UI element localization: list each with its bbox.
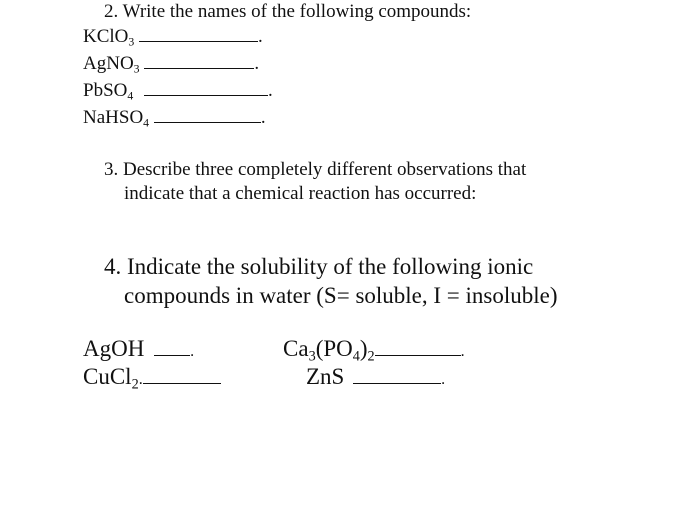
compound-agoh: AgOH — [83, 336, 145, 361]
compound-cucl2: CuCl$_2$. — [83, 364, 143, 393]
answer-blank-kclo3[interactable] — [139, 41, 258, 42]
compound-ca3po42-row: $Ca_3(PO_4)_2$ . — [283, 336, 465, 365]
answer-blank-nahso4[interactable] — [154, 122, 261, 123]
compound-pbso4: PbSO$_4$ — [83, 80, 134, 103]
compound-kclo3-row: KClO$_3$ . — [83, 26, 263, 49]
question-2-title: 2. Write the names of the following compounds: — [104, 1, 472, 22]
compound-nahso4-row: NaHSO$_4$ . — [83, 107, 266, 130]
question-3-line-1: 3. Describe three completely different observations that — [104, 159, 527, 180]
compound-nahso4: NaHSO$_4$ — [83, 107, 150, 130]
question-4-line-2: compounds in water (S= soluble, I = insoluble) — [124, 283, 558, 308]
compound-zns: ZnS — [306, 364, 345, 389]
answer-blank-agno3[interactable] — [144, 68, 254, 69]
compound-pbso4-row: PbSO$_4$ . — [83, 80, 273, 103]
answer-blank-zns[interactable] — [353, 383, 441, 384]
question-3-line-2: indicate that a chemical reaction has occurred: — [124, 183, 477, 204]
answer-blank-cucl2[interactable] — [143, 383, 221, 384]
answer-blank-agoh[interactable] — [154, 355, 190, 356]
compound-agno3-row: AgNO$_3$ . — [83, 53, 260, 76]
question-4-line-1: 4. Indicate the solubility of the following ionic — [104, 254, 534, 279]
compound-agno3: AgNO$_3$ — [83, 53, 140, 76]
compound-zns-row: ZnS . — [306, 364, 446, 389]
compound-kclo3: KClO$_3$ — [83, 26, 135, 49]
compound-agoh-row: AgOH . — [83, 336, 195, 361]
answer-blank-pbso4[interactable] — [144, 95, 268, 96]
compound-ca3po42: $Ca_3(PO_4)_2$ — [283, 336, 375, 365]
answer-blank-ca3po42[interactable] — [375, 355, 461, 356]
compound-cucl2-row — [83, 364, 221, 393]
